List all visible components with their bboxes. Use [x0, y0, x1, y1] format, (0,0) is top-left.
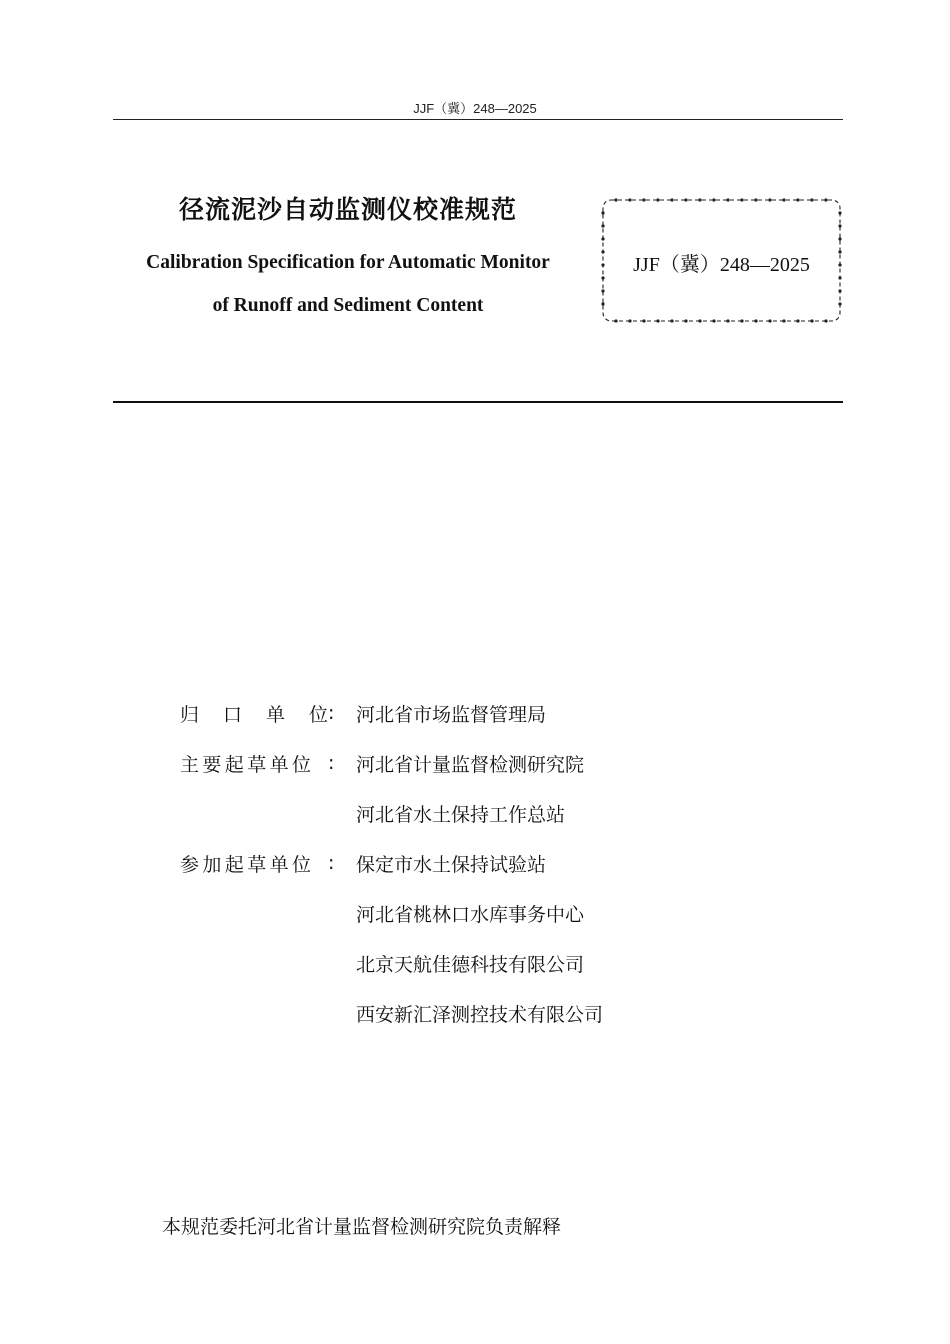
- border-dot: [796, 198, 799, 201]
- border-dot: [601, 224, 604, 227]
- label-colon: :: [328, 752, 335, 774]
- border-dot: [684, 319, 687, 322]
- border-dot: [782, 198, 785, 201]
- participating-row: [180, 988, 740, 1038]
- main-drafting-unit-2: 河北省水土保持工作总站: [356, 803, 566, 826]
- main-drafting-label: 主要起草单位: [180, 753, 315, 776]
- border-dot: [824, 319, 827, 322]
- border-dot: [838, 211, 841, 214]
- running-header: JJF（冀）248—2025: [413, 101, 537, 116]
- border-dot: [698, 319, 701, 322]
- border-dot: [670, 198, 673, 201]
- border-dot: [754, 198, 757, 201]
- participating-label: 参加起草单位: [180, 853, 315, 876]
- main-drafting-unit-1: 河北省计量监督检测研究院: [356, 753, 585, 776]
- border-dot: [642, 198, 645, 201]
- main-drafting-row: [180, 788, 740, 838]
- participating-unit-3: 北京天航佳德科技有限公司: [356, 953, 585, 976]
- drafting-units-block: [180, 688, 740, 1038]
- participating-unit-4: 西安新汇泽测控技术有限公司: [356, 1003, 604, 1026]
- title-english-line2: of Runoff and Sediment Content: [212, 295, 484, 316]
- border-dot: [768, 319, 771, 322]
- border-dot: [684, 198, 687, 201]
- border-dot: [754, 319, 757, 322]
- border-dot: [796, 319, 799, 322]
- participating-row: [180, 888, 740, 938]
- border-dot: [656, 198, 659, 201]
- title-english: [108, 241, 588, 327]
- border-dot: [614, 319, 617, 322]
- participating-unit-1: 保定市水土保持试验站: [356, 853, 547, 876]
- border-dot: [838, 237, 841, 240]
- label-colon: :: [328, 852, 335, 874]
- specification-code: JJF（冀）248—2025: [633, 254, 810, 276]
- border-dot: [740, 198, 743, 201]
- border-dot: [628, 198, 631, 201]
- border-dot: [740, 319, 743, 322]
- responsible-unit-value: 河北省市场监督管理局: [356, 703, 547, 726]
- border-dot: [601, 237, 604, 240]
- responsible-unit-row: [180, 688, 740, 738]
- border-dot: [824, 198, 827, 201]
- title-rule: [113, 401, 843, 403]
- title-chinese: 径流泥沙自动监测仪校准规范: [178, 195, 517, 224]
- border-dot: [642, 319, 645, 322]
- border-dot: [601, 211, 604, 214]
- border-dot: [838, 224, 841, 227]
- border-dot: [726, 198, 729, 201]
- border-dot: [838, 302, 841, 305]
- participating-row: [180, 938, 740, 988]
- title-english-line1: Calibration Specification for Automatic Monitor: [146, 252, 550, 273]
- border-dot: [670, 319, 673, 322]
- main-drafting-row: [180, 738, 740, 788]
- border-dot: [601, 289, 604, 292]
- border-dot: [712, 198, 715, 201]
- border-dot: [810, 319, 813, 322]
- border-dot: [614, 198, 617, 201]
- border-dot: [782, 319, 785, 322]
- interpretation-note: 本规范委托河北省计量监督检测研究院负责解释: [162, 1216, 562, 1238]
- border-dot: [838, 289, 841, 292]
- responsible-unit-label: 归 口 单 位: [180, 703, 328, 726]
- border-dot: [601, 302, 604, 305]
- border-dot: [768, 198, 771, 201]
- border-dot: [712, 319, 715, 322]
- participating-row: [180, 838, 740, 888]
- border-dot: [656, 319, 659, 322]
- border-dot: [726, 319, 729, 322]
- header-rule: [113, 119, 843, 120]
- label-colon: :: [328, 702, 335, 724]
- specification-code-box: [600, 197, 843, 324]
- participating-unit-2: 河北省桃林口水库事务中心: [356, 903, 585, 926]
- border-dot: [810, 198, 813, 201]
- border-dot: [698, 198, 701, 201]
- border-dot: [628, 319, 631, 322]
